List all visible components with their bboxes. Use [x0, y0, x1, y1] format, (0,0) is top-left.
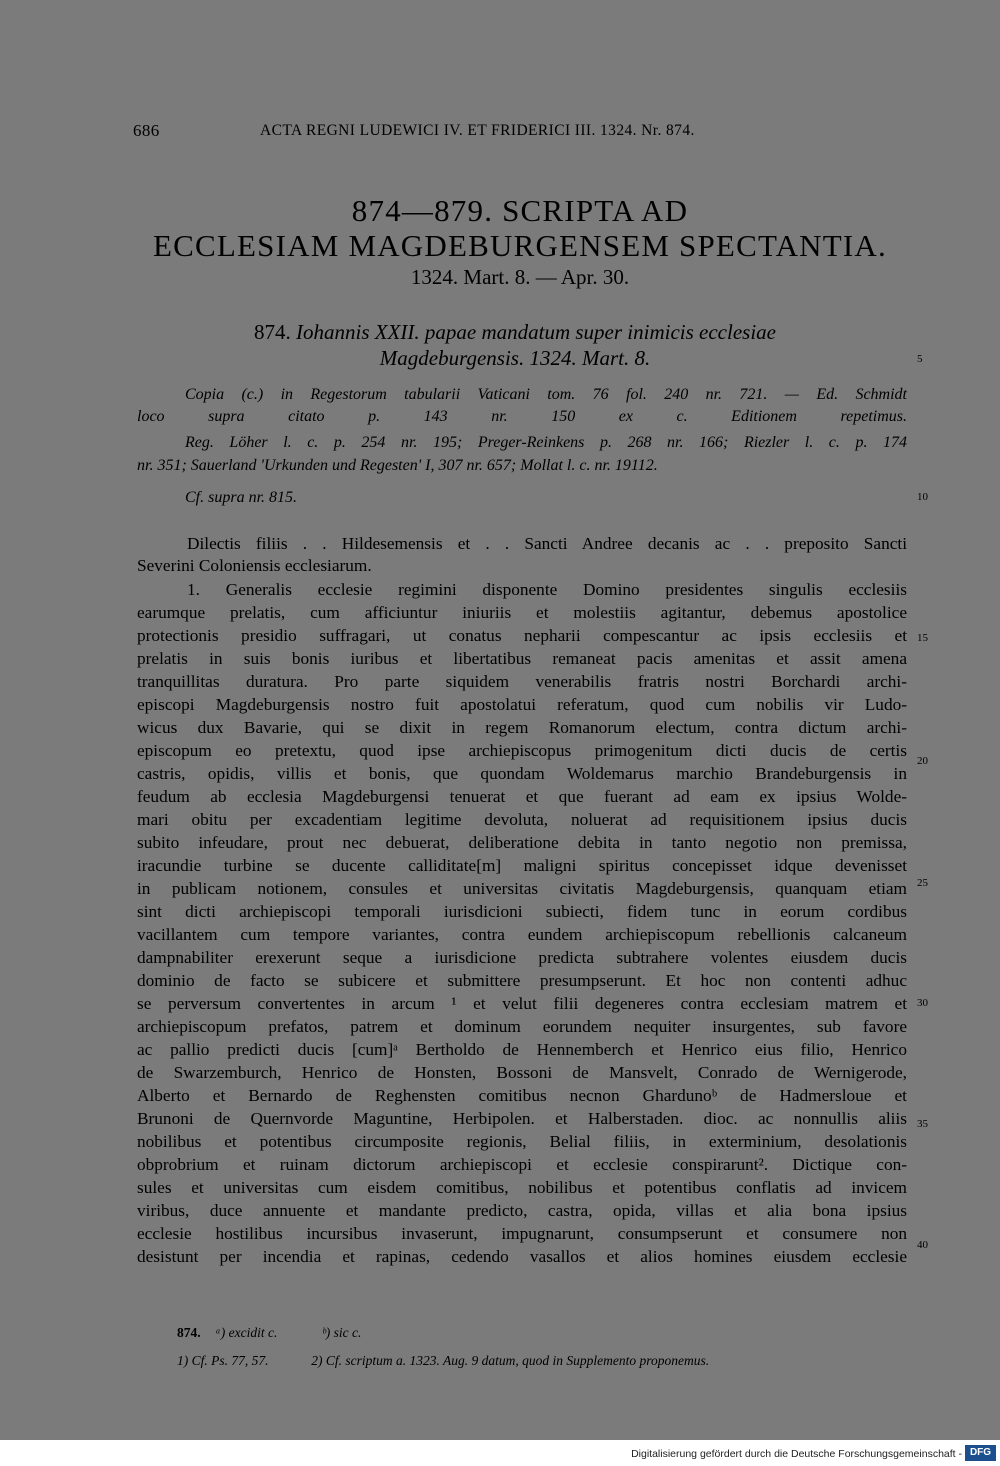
body-line: mari obitu per excadentiam legitime devoluta, noluerat ad requisitionem ipsius ducis: [137, 810, 907, 829]
body-line: episcopum eo pretextu, quod ipse archiepiscopus primogenitum dicti ducis de certis: [137, 741, 907, 760]
footnote-b: ᵇ) sic c.: [322, 1325, 362, 1340]
body-line: obprobrium et ruinam dictorum archiepiscopi et ecclesie conspirarunt². Dictique con-: [137, 1155, 907, 1174]
funding-credit: Digitalisierung gefördert durch die Deutsche Forschungsgemeinschaft -: [631, 1448, 962, 1460]
body-line: subito infeudare, prout nec debuerat, deliberatione debita in tanto negotio non premissa,: [137, 833, 907, 852]
body-line: dominio de facto se subicere et submittere presumpserunt. Et hoc non contenti adhuc: [137, 971, 907, 990]
body-line: archiepiscopum prefatos, patrem et dominum eorundem nequiter insurgentes, sub favore: [137, 1017, 907, 1036]
document-number: 874.: [254, 320, 291, 344]
running-title: ACTA REGNI LUDEWICI IV. ET FRIDERICI III. 1324. Nr. 874.: [260, 122, 695, 139]
section-title-line-1: 874—879. SCRIPTA AD: [351, 193, 689, 228]
body-line: Brunoni de Quernvorde Maguntine, Herbipolen. et Halberstaden. dioc. ac nonnullis aliis: [137, 1109, 907, 1128]
margin-line-number: 20: [917, 755, 928, 767]
margin-line-number: 30: [917, 997, 928, 1009]
body-line: feudum ab ecclesia Magdeburgensi tenuerat et que fuerant ad eam ex ipsius Wolde-: [137, 787, 907, 806]
document-heading-line-1: [135, 320, 895, 345]
body-line: ecclesie hostilibus incursibus invaserunt, impugnarunt, consumpserunt et consumere non: [137, 1224, 907, 1243]
footnote-doc-number: 874.: [177, 1325, 201, 1340]
body-line: earumque prelatis, cum afficiuntur iniuriis et molestiis agitantur, debemus apostolice: [137, 603, 907, 622]
body-line: Severini Coloniensis ecclesiarum.: [137, 556, 372, 575]
body-line: ac pallio predicti ducis [cum]ᵃ Bertholdo de Hennemberch et Henrico eius filio, Henrico: [137, 1040, 907, 1059]
body-line: castris, opidis, villis et bonis, que quondam Woldemarus marchio Brandeburgensis in: [137, 764, 907, 783]
body-line: wicus dux Bavarie, qui se dixit in regem Romanorum electum, contra dictum archi-: [137, 718, 907, 737]
body-line: in publicam notionem, consules et universitas civitatis Magdeburgensis, quanquam etiam: [137, 879, 907, 898]
body-line: viribus, duce annuente et mandante predicto, castra, opida, villas et alia bona ipsius: [137, 1201, 907, 1220]
body-line: nobilibus et potentibus circumposite regionis, Belial filiis, in exterminium, desolationis: [137, 1132, 907, 1151]
margin-line-number: 35: [917, 1118, 928, 1130]
body-line: se perversum convertentes in arcum ¹ et velut filii degeneres contra ecclesiam matrem et: [137, 994, 907, 1013]
body-line: sules et universitas cum eisdem comitibus, nobilibus et potentibus conflatis ad invicem: [137, 1178, 907, 1197]
body-line: de Swarzemburch, Henrico de Honsten, Bossoni de Mansvelt, Conrado de Wernigerode,: [137, 1063, 907, 1082]
margin-line-number: 5: [917, 353, 923, 365]
section-title-line-2: ECCLESIAM MAGDEBURGENSEM SPECTANTIA.: [153, 228, 887, 263]
margin-line-number: 25: [917, 877, 928, 889]
margin-line-number: 10: [917, 491, 928, 503]
page-number: 686: [133, 121, 160, 140]
apparatus-line: Cf. supra nr. 815.: [185, 489, 298, 506]
body-line: iracundie turbine se ducente calliditate[m] maligni spiritus concepisset idque devenisset: [137, 856, 907, 875]
apparatus-line: Copia (c.) in Regestorum tabularii Vaticani tom. 76 fol. 240 nr. 721. — Ed. Schmidt: [185, 386, 907, 403]
apparatus-line: Reg. Löher l. c. p. 254 nr. 195; Preger-Reinkens p. 268 nr. 166; Riezler l. c. p. 174: [185, 434, 907, 451]
apparatus-line: nr. 351; Sauerland 'Urkunden und Regesten' I, 307 nr. 657; Mollat l. c. nr. 19112.: [137, 457, 658, 474]
footnote-line-1: [177, 1325, 361, 1341]
margin-line-number: 40: [917, 1239, 928, 1251]
dfg-logo: DFG: [965, 1445, 996, 1461]
body-line: prelatis in suis bonis iuribus et libertatibus remaneat pacis amenitas et assit amena: [137, 649, 907, 668]
body-line: sint dicti archiepiscopi temporali iurisdicioni subiecti, fidem tunc in eorum cordibus: [137, 902, 907, 921]
section-dates: 1324. Mart. 8. — Apr. 30.: [410, 265, 630, 289]
body-line: vacillantem cum tempore variantes, contra eundem archiepiscopum rebellionis calcaneum: [137, 925, 907, 944]
body-line: Alberto et Bernardo de Reghensten comitibus necnon Ghardunoᵇ de Hadmersloue et: [137, 1086, 907, 1105]
margin-line-number: 15: [917, 632, 928, 644]
body-line: desistunt per incendia et rapinas, cedendo vasallos et alios homines eiusdem ecclesie: [137, 1247, 907, 1266]
body-line: dampnabiliter erexerunt seque a iurisdicione predicta subtrahere volentes eiusdem ducis: [137, 948, 907, 967]
body-line: protectionis presidio suffragari, ut conatus nepharii compescantur ac ipsis ecclesiis et: [137, 626, 907, 645]
document-heading-line-2: Magdeburgensis. 1324. Mart. 8.: [379, 346, 651, 370]
body-line: Dilectis filiis . . Hildesemensis et . . Sancti Andree decanis ac . . preposito Sancti: [187, 534, 907, 553]
document-heading-text: Iohannis XXII. papae mandatum super inimicis ecclesiae: [296, 320, 776, 344]
apparatus-line: loco supra citato p. 143 nr. 150 ex c. Editionem repetimus.: [137, 408, 907, 425]
footnote-1: 1) Cf. Ps. 77, 57.: [177, 1353, 269, 1368]
footnote-2: 2) Cf. scriptum a. 1323. Aug. 9 datum, quod in Supplemento proponemus.: [311, 1353, 710, 1368]
body-line: episcopi Magdeburgensis nostro fuit apostolatui referatum, quod cum nobilis vir Ludo-: [137, 695, 907, 714]
body-line: tranquillitas duratura. Pro parte siquidem venerabilis fratris nostri Borchardi archi-: [137, 672, 907, 691]
footnote-line-2: [177, 1353, 709, 1369]
body-line: 1. Generalis ecclesie regimini disponente Domino presidentes singulis ecclesiis: [187, 580, 907, 599]
footnote-a: ᵃ) excidit c.: [215, 1325, 278, 1340]
